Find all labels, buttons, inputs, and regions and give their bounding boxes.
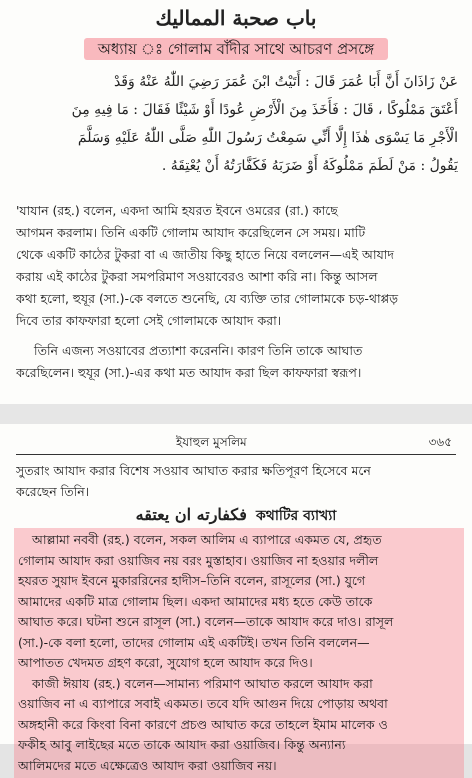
chapter-title [0,38,472,63]
text-line: আল্লামা নববী (রহ.) বলেন, সকল আলিম এ ব্যাপারে একমত যে, প্রহৃত [32,532,382,547]
text-line: আমাদের একটি মাত্র গোলাম ছিল। একদা আমাদের মধ্য হতে কেউ তাকে [18,593,373,609]
text-line: কথা হলো, হুযূর (সা.)-কে বলতে শুনেছি, যে ব্যক্তি তার গোলামকে চড়-থাপ্পড় [16,291,399,306]
hadith-line: الْأَجْرِ مَا يَسْوَى هٰذَا إِلَّا أَنِّي سَمِعْتُ رَسُولَ اللّٰهِ صَلَّى اللّٰهُ عَلَيْهِ وَسَلَّمَ [77,130,458,146]
arabic-chapter-header-text: باب صحبة المماليك [155,6,317,30]
hadith-line: يَقُولُ : مَنْ لَطَمَ مَمْلُوكَهُ أَوْ ضَرَبَهُ فَكَفَّارَتُهُ أَنْ يُعْتِقَهُ . [161,158,458,174]
translation-paragraph [16,200,458,332]
text-line: হযরত সুয়াদ ইবনে মুকাররিনের হাদীস–তিনি বলেন, রাসূলের (সা.) যুগে [18,573,366,588]
text-line: (সা.)-কে বলা হলো, তাদের গোলাম এই একটিই। তখন তিনি বললেন— [18,634,370,650]
running-title: ইযাহুল মুসলিম [176,435,247,449]
text-line: 'যাযান (রহ.) বলেন, একদা আমি হযরত ইবনে ওমরের (রা.) কাছে [16,203,338,218]
hadith-line: عَنْ زَاذَانَ أَنَّ أَبَا عُمَرَ قَالَ : أَتَيْتُ ابْنَ عُمَرَ رَضِيَ اللّٰهُ عَنْهُ وَقَدْ [113,74,458,90]
page-number: ৩৬৫ [428,435,452,449]
text-line: করায় এই কাঠের টুকরা সমপরিমাণ সওয়াবেরও আশা করি না। কিন্তু আসল [16,269,378,284]
text-line: অঙ্গহানী করে কিংবা বিনা কারণে প্রচণ্ড আঘাত করে তাহলে ইমাম মালেক ও [18,716,388,732]
hadith-line: أَعْتَقَ مَمْلُوكًا ، قَالَ : فَأَخَذَ مِنَ الْأَرْضِ عُودًا أَوْ شَيْئًا فَقَالَ : مَا فِيهِ مِنَ [71,102,458,118]
hadith-arabic-block [14,68,458,180]
running-header [16,434,456,455]
text-line: দিবে তার কাফফারা হলো সেই গোলামকে আযাদ করা। [16,313,282,328]
text-line: গোলাম আযাদ করা ওয়াজিব নয় বরং মুস্তাহাব। ওয়াজিব না হওয়ার দলীল [18,552,379,568]
text-line: আলিমদের মতে এক্ষেত্রেও আযাদ করা ওয়াজিব নয়। [18,757,277,773]
text-line: ওয়াজিব না এ ব্যাপারে সবাই একমত। তবে যদি আগুন দিয়ে পোড়ায় অথবা [18,696,388,711]
highlighted-explanation [14,528,464,778]
text-line: কাজী ঈয়ায (রহ.) বলেন—সামান্য পরিমাণ আঘাত করলে আযাদ করা [32,675,373,691]
text-line: ফকীহ আবু লাইছের মতে তাকে আযাদ করা ওয়াজিব। কিন্তু অন্যান্য [18,737,346,752]
intro-paragraph [16,460,458,502]
text-line: আগমন করলাম। তিনি একটি গোলাম আযাদ করেছিলেন সে সময়। মাটি [16,225,366,240]
text-line: সুতরাং আযাদ করার বিশেষ সওয়াব আঘাত করার ক্ষতিপূরণ হিসেবে মনে [16,463,371,478]
text-line: করেছেন তিনি। [16,484,90,499]
section-heading [0,504,472,528]
chapter-title-text: অধ্যায় ঃ গোলাম বাঁদীর সাথে আচরণ প্রসঙ্গে [84,38,388,60]
page-bottom [0,424,472,773]
commentary-paragraph [16,340,458,384]
text-line: থেকে একটি কাঠের টুকরা বা এ জাতীয় কিছু হাতে নিয়ে বললেন—এই আযাদ [16,247,394,262]
page-gap [0,404,472,424]
section-heading-arabic: فكفارته ان يعتقه [135,505,247,524]
text-line: আপাতত খেদমত গ্রহণ করো, সুযোগ হলে আযাদ করে দিও। [18,655,313,670]
arabic-chapter-header [0,6,472,30]
text-line: করেছিলেন। হুযূর (সা.)-এর কথা মত আযাদ করা ছিল কাফফারা স্বরূপ। [16,365,362,380]
section-heading-bangla: কথাটির ব্যাখ্যা [255,508,337,524]
text-line: আঘাত করে। ঘটনা শুনে রাসূল (সা.) বলেন—তাকে আযাদ করে দাও। রাসূল [18,614,394,629]
text-line: তিনি এজন্য সওয়াবের প্রত্যাশা করেননি। কারণ তিনি তাকে আঘাত [34,343,363,358]
